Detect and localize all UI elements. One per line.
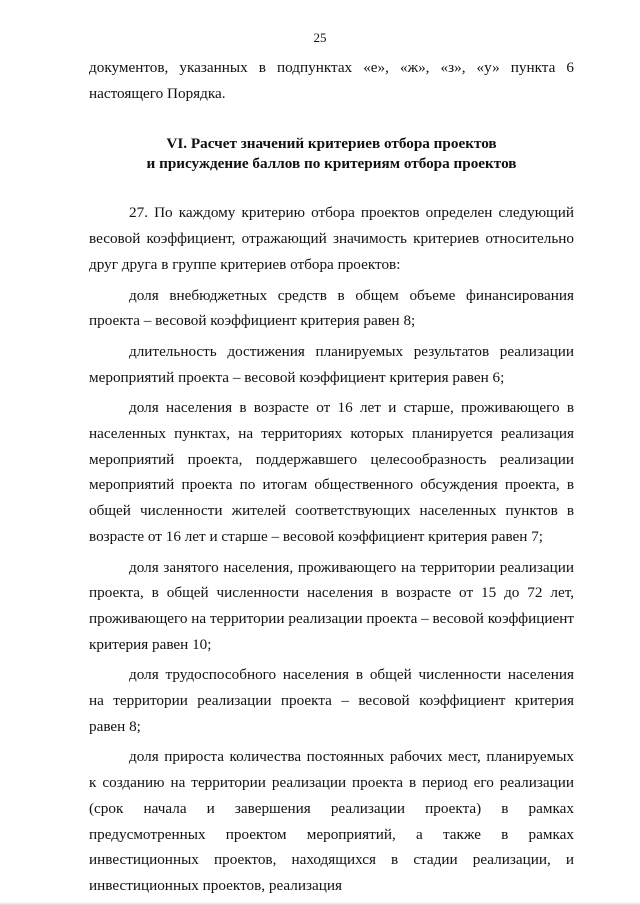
section-heading-line-2: и присуждение баллов по критериям отбора проектов [146, 155, 517, 173]
paragraph-27: 27. По каждому критерию отбора проектов определен следующий весовой коэффициент, отражающий значимость критериев относительно друг друга в группе критериев отбора проектов: [89, 204, 574, 273]
criterion-item-4: доля занятого населения, проживающего на территории реализации проекта, в общей численности населения в возрасте от 15 до 72 лет, проживающего на территории реализации проекта – весовой коэффициент критерия равен 10; [89, 558, 574, 653]
intro-paragraph: документов, указанных в подпунктах «е», «ж», «з», «у» пункта 6 настоящего Порядка. [89, 59, 574, 102]
criterion-item-3: доля населения в возрасте от 16 лет и старше, проживающего в населенных пунктах, на территориях которых планируется реализация мероприятий проекта, поддержавшего целесообразность реализации мероприятий проекта по итогам общественного обсуждения проекта, в общей численности жителей соответствующих населенных пунктов в возрасте от 16 лет и старше – весовой коэффициент критерия равен 7; [89, 399, 574, 545]
criterion-item-6: доля прироста количества постоянных рабочих мест, планируемых к созданию на территории реализации проекта в период его реализации (срок начала и завершения реализации проекта) в рамках предусмотренных проектом мероприятий, а также в рамках инвестиционных проектов, находящихся в стадии реализации, и инвестиционных проектов, реализация [89, 748, 574, 894]
criterion-item-5: доля трудоспособного населения в общей численности населения на территории реализации проекта – весовой коэффициент критерия равен 8; [89, 666, 574, 735]
criterion-item-1: доля внебюджетных средств в общем объеме финансирования проекта – весовой коэффициент критерия равен 8; [89, 286, 574, 330]
criterion-item-2: длительность достижения планируемых результатов реализации мероприятий проекта – весовой коэффициент критерия равен 6; [89, 342, 574, 386]
section-heading [89, 134, 574, 174]
document-body [89, 55, 574, 899]
page-number: 25 [313, 30, 327, 45]
section-heading-line-1: VI. Расчет значений критериев отбора проектов [166, 135, 497, 153]
